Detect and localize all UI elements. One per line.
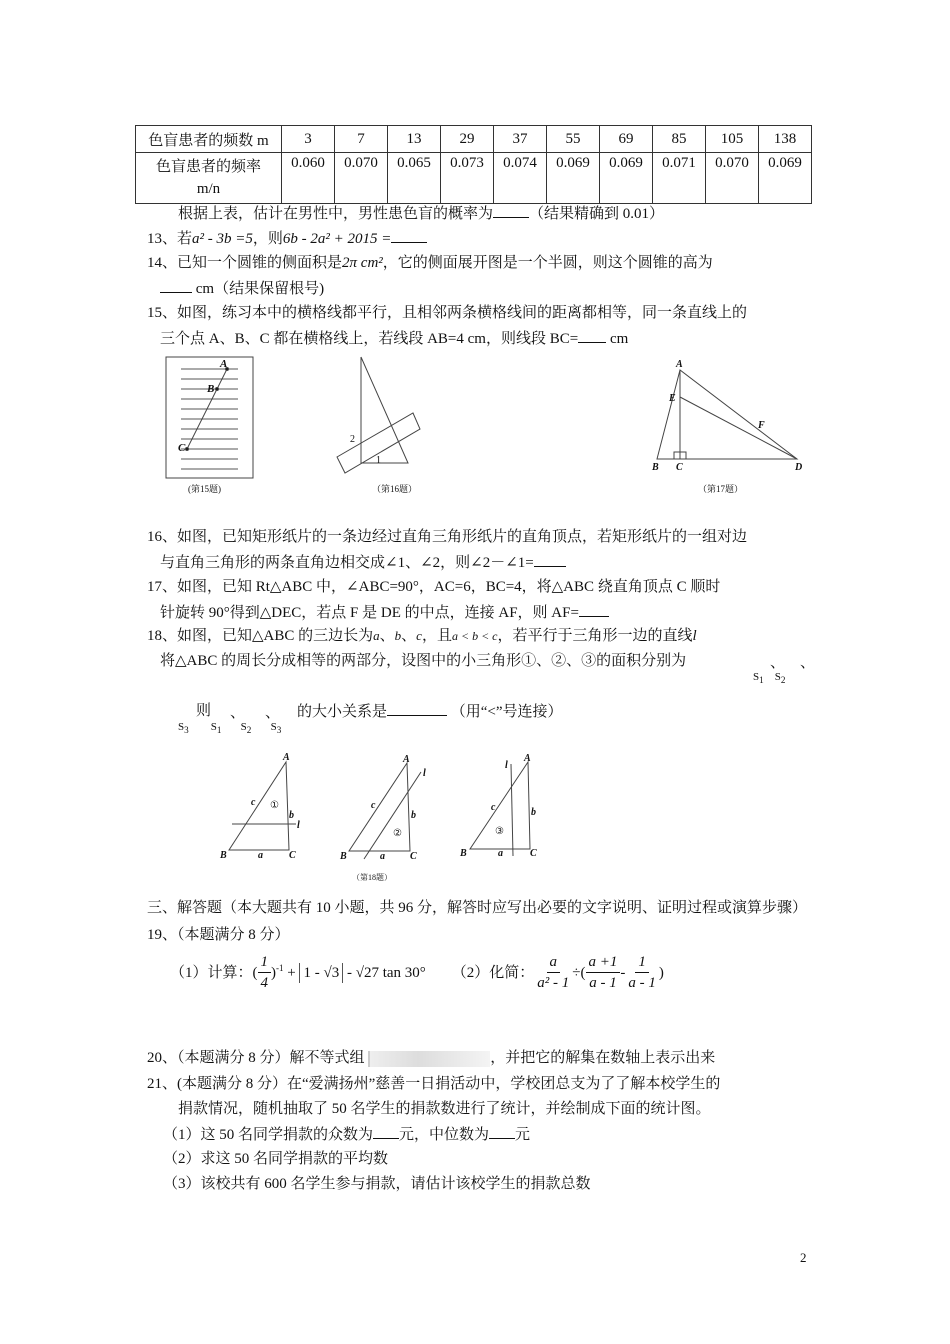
math: ÷( [572,964,586,981]
table-cell: 105 [706,126,759,153]
math: 1 [216,725,222,736]
label-B: B [207,383,215,395]
question-20 [147,1048,715,1068]
math: S [178,721,185,733]
table-cell: 138 [759,126,812,153]
numerator: 1 [258,952,272,973]
inequality-system-image [368,1051,490,1067]
label-b: b [411,810,416,821]
table-cell: 0.073 [441,153,494,204]
separator: 、 [265,705,281,721]
label-C: C [410,851,417,862]
numerator: a [547,952,561,973]
text: （结果精确到 0.01） [529,206,665,222]
denominator: a - 1 [628,975,656,991]
text: 与直角三角形的两条直角边相交成∠1、∠2，则∠2－∠1= [160,555,534,571]
triangle-1 [219,752,300,861]
question-17-line2 [160,602,609,623]
denominator: a² - 1 [537,975,570,991]
numerator: 1 [635,952,649,973]
math: S [753,671,760,683]
text: 20、（本题满分 8 分）解不等式组 [147,1050,365,1066]
math: 1 [759,675,764,686]
table-cell: 0.069 [759,153,812,204]
text: ，并把它的解集在数轴上表示出来 [490,1050,716,1066]
fraction [258,952,272,993]
table-cell: 0.069 [600,153,653,204]
question-21-line2: 捐款情况，随机抽取了 50 名学生的捐款数进行了统计，并绘制成下面的统计图。 [178,1101,711,1117]
label-C: C [676,462,683,473]
label-A: A [283,752,290,763]
table-cell: 0.070 [706,153,759,204]
text: 则 [196,703,212,719]
numerator: a +1 [586,952,621,973]
label-A: A [676,359,683,370]
math: 3 [276,725,282,736]
text: 根据上表，估计在男性中，男性患色盲的概率为 [178,206,494,222]
text: （用“<”号连接） [450,704,563,720]
label-B: B [220,850,227,861]
figure-18 [200,750,560,885]
answer-blank [579,602,609,617]
text: ，它的侧面展开图是一个半圆，则这个圆锥的高为 [382,255,713,271]
label-circle-3: ③ [495,826,504,837]
question-17: 17、如图，已知 Rt△ABC 中，∠ABC=90°，AC=6，BC=4，将△ABC 绕直角顶点 C 顺时 [147,579,721,595]
label-l: l [297,820,300,831]
table-cell: 0.069 [547,153,600,204]
label-a: a [380,851,385,862]
text: cm [609,331,629,347]
label-circle-2: ② [393,828,402,839]
question-19-title: 19、（本题满分 8 分） [147,927,290,943]
answer-blank [489,1124,515,1139]
math: 6b - 2a² + 2015 = [282,231,392,247]
label-A: A [524,753,531,764]
math: c [416,628,422,643]
text: ，且 [421,628,452,644]
answer-blank [578,328,606,343]
separator: 、 [800,655,816,671]
label-B: B [340,851,347,862]
label-B: B [460,848,467,859]
math: 3 [184,725,189,736]
label-c: c [491,802,496,813]
table-cell: 29 [441,126,494,153]
text: 14、已知一个圆锥的侧面积是 [147,255,343,271]
caption: (第15题) [188,484,221,494]
math: - √27 tan 30° [346,964,426,981]
question-21: 21、(本题满分 8 分）在“爱满扬州”慈善一日捐活动中，学校团总支为了了解本校学生的 [147,1076,721,1092]
text: 三个点 A、B、C 都在横格线上，若线段 AB=4 cm，则线段 BC= [160,331,579,347]
angle-2-label: 2 [350,434,355,445]
label-circle-1: ① [270,800,279,811]
label-E: E [669,393,676,404]
separator: 、 [770,655,786,671]
text: 13、若 [147,231,193,247]
label-l: l [505,760,508,771]
math: S [240,721,247,733]
text: ，则 [252,231,283,247]
label-C: C [178,442,186,454]
math: 2 [780,675,786,686]
header-line: m/n [196,181,221,197]
caption: （第17题） [698,484,744,494]
table-row [136,153,812,204]
table-header [136,153,282,204]
label-b: b [289,810,294,821]
text: （1）计算： [170,964,253,981]
question-19-formulas: （1）计算： ( $\frac{1}{4}$ ) $^{-1}$ + 1 - √3 - √27 tan 30° （2）化简： $\frac{a}{\text{a² - 1}}$ ÷( $\frac{a +1}{a - 1}$ - $\frac{1}{a - 1}$ ) [170,954,664,991]
math: S [270,721,277,733]
question-14-line2 [160,278,324,299]
question-14 [147,253,713,273]
label-A: A [403,754,410,765]
table-cell: 3 [282,126,335,153]
question-13 [147,228,427,249]
table-cell: 0.060 [282,153,335,204]
math: a² - 3b =5 [192,231,253,247]
label-B: B [652,462,659,473]
text: cm（结果保留根号) [195,281,325,297]
label-C: C [289,850,296,861]
text: （2）化简： [451,964,535,981]
math: b [394,628,402,643]
exponent: -1 [276,963,284,973]
answer-blank [373,1124,399,1139]
answer-blank [160,278,192,293]
question-16-line2 [160,552,566,573]
angle-1-label: 1 [376,455,381,466]
color-blind-table [135,125,812,204]
table-cell: 7 [335,126,388,153]
text: 的大小关系是 [297,704,388,720]
caption: （第18题） [352,873,392,882]
math: ) [658,964,664,981]
table-cell: 0.070 [335,153,388,204]
table-cell: 69 [600,126,653,153]
question-18-line3 [297,701,563,722]
figure-16 [337,357,420,494]
figure-15 [166,357,253,494]
question-18: 18、如图，已知△ABC 的三边长为a、b、c，且a < b < c，若平行于三角形一边的直线l [147,628,697,644]
math: a < b < c [451,629,498,643]
table-cell: 0.065 [388,153,441,204]
label-F: F [758,420,765,431]
answer-blank [391,228,427,243]
question-18-line2: 将△ABC 的周长分成相等的两部分，设图中的小三角形①、②、③的面积分别为 [160,653,687,669]
table-row [136,126,812,153]
label-c: c [251,797,256,808]
figure-17 [651,359,802,494]
answer-blank [493,203,529,218]
fraction [625,952,659,993]
label-D: D [795,462,803,473]
page-number: 2 [800,1250,807,1265]
triangle-3 [459,753,537,859]
triangle-2 [339,754,426,862]
math: S [774,671,781,683]
q12-tail [178,203,664,224]
label-a: a [258,850,263,861]
caption: （第16题） [372,484,418,494]
text: 18、如图，已知△ABC 的三边长为 [147,628,374,644]
label-c: c [371,800,376,811]
math: S [210,721,217,733]
math: 2π cm² [342,255,383,271]
fraction [586,952,621,993]
denominator: 4 [260,975,269,991]
text: ，若平行于三角形一边的直线 [497,628,693,644]
question-16: 16、如图，已知矩形纸片的一条边经过直角三角形纸片的直角顶点，若矩形纸片的一组对边 [147,529,748,545]
label-a: a [498,848,503,859]
table-cell: 55 [547,126,600,153]
denominator: a - 1 [589,975,617,991]
fraction [534,952,572,993]
label-b: b [531,807,536,818]
table-cell: 85 [653,126,706,153]
text: 元 [515,1127,531,1143]
absolute-value: 1 - √3 [299,963,343,983]
table-cell: 0.074 [494,153,547,204]
answer-blank [534,552,566,567]
table-header: 色盲患者的频数 m [136,126,282,153]
question-15: 15、如图，练习本中的横格线都平行，且相邻两条横格线间的距离都相等，同一条直线上的 [147,305,748,321]
label-A: A [220,358,228,370]
answer-blank [387,701,447,716]
question-21-part1 [163,1124,530,1145]
section-heading: 三、解答题（本大题共有 10 小题，共 96 分，解答时应写出必要的文字说明、证明过程或演算步骤） [147,900,808,916]
table-cell: 0.071 [653,153,706,204]
table-cell: 37 [494,126,547,153]
text: 针旋转 90°得到△DEC，若点 F 是 DE 的中点，连接 AF，则 AF= [160,605,579,621]
text: （1）这 50 名同学捐款的众数为 [163,1127,374,1143]
separator: 、 [230,705,246,721]
question-21-part2: （2）求这 50 名同学捐款的平均数 [163,1151,389,1167]
math: 2 [246,725,252,736]
math: a [373,628,380,643]
label-C: C [530,848,537,859]
label-l: l [423,768,426,779]
header-line: 色盲患者的频率 [155,159,261,175]
figures-15-17 [150,350,803,500]
table-cell: 13 [388,126,441,153]
question-15-line2 [160,328,628,349]
text: 元，中位数为 [399,1127,490,1143]
math: l [692,628,697,644]
math: - [620,964,626,981]
question-21-part3: （3）该校共有 600 名学生参与捐款，请估计该校学生的捐款总数 [163,1176,591,1192]
